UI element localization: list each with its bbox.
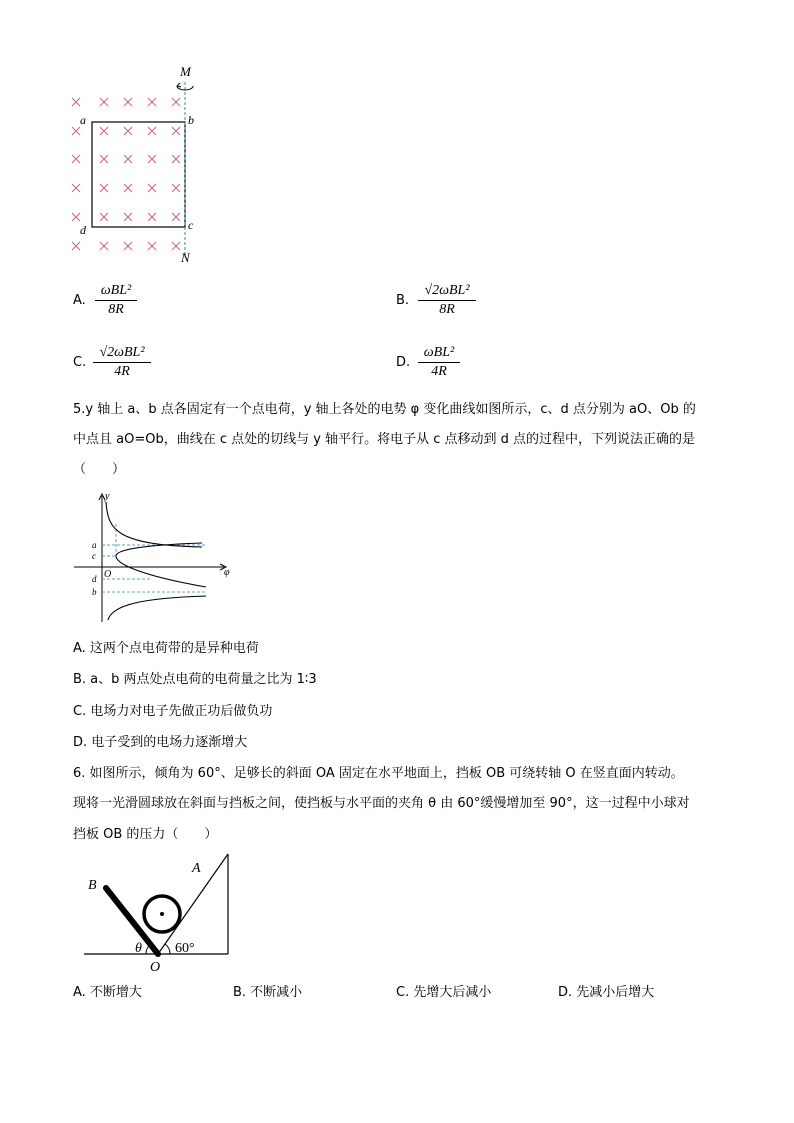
q5-stem-line-1: 5.y 轴上 a、b 点各固定有一个点电荷，y 轴上各处的电势 φ 变化曲线如图所示，c、d 点分别为 aO、Ob 的 — [73, 402, 696, 417]
q4-option-a-denominator: 8R — [108, 302, 124, 317]
field-cross — [148, 242, 156, 250]
q4-option-c-denominator: 4R — [114, 364, 130, 379]
q4-option-c-fraction — [93, 344, 151, 381]
angle-60-arc — [165, 944, 170, 954]
field-cross — [72, 184, 80, 192]
field-cross — [72, 127, 80, 135]
label-c: c — [188, 218, 194, 232]
field-cross — [100, 127, 108, 135]
label-B: B — [88, 878, 97, 893]
field-cross — [100, 213, 108, 221]
q6-option-c: C. 先增大后减小 — [396, 985, 492, 1000]
q5-stem-line-2: 中点且 aO=Ob，曲线在 c 点处的切线与 y 轴平行。将电子从 c 点移动到 d 点的过程中，下列说法正确的是 — [73, 432, 696, 447]
q4-option-b-numerator: √2ωBL² — [418, 282, 476, 301]
q4-option-d-denominator: 4R — [431, 364, 447, 379]
field-cross — [172, 213, 180, 221]
q4-option-d-numerator: ωBL² — [418, 344, 460, 363]
q5-stem-line-3: （ ） — [73, 462, 126, 477]
label-theta: θ — [135, 941, 142, 956]
label-60: 60° — [175, 941, 195, 956]
label-y: y — [105, 491, 110, 502]
field-cross — [172, 242, 180, 250]
square-loop — [92, 122, 185, 227]
field-cross — [100, 98, 108, 106]
field-cross — [72, 242, 80, 250]
curve-top — [106, 502, 202, 547]
label-M: M — [180, 64, 191, 79]
q5-potential-graph — [72, 490, 242, 625]
field-cross — [124, 98, 132, 106]
field-cross — [124, 184, 132, 192]
label-d: d — [92, 574, 97, 584]
label-c: c — [92, 551, 96, 561]
q4-option-a-label: A. — [73, 293, 86, 308]
q4-option-b-label: B. — [396, 293, 410, 308]
q6-stem-line-3: 挡板 OB 的压力（ ） — [73, 827, 218, 842]
field-cross — [172, 155, 180, 163]
q4-option-b-fraction — [418, 282, 476, 319]
q4-option-d-fraction — [418, 344, 460, 381]
curve-middle — [116, 543, 206, 587]
q4-loop-figure — [60, 62, 210, 267]
q4-option-c-numerator: √2ωBL² — [93, 344, 151, 363]
label-b: b — [188, 113, 194, 127]
curve-bottom — [108, 596, 206, 620]
q6-stem-line-2: 现将一光滑圆球放在斜面与挡板之间，使挡板与水平面的夹角 θ 由 60°缓慢增加至 90°，这一过程中小球对 — [73, 796, 690, 811]
field-cross — [148, 127, 156, 135]
ball-center — [160, 912, 164, 916]
q6-stem-line-1: 6. 如图所示，倾角为 60°、足够长的斜面 OA 固定在水平地面上，挡板 OB 可绕转轴 O 在竖直面内转动。 — [73, 766, 684, 781]
q6-option-a: A. 不断增大 — [73, 985, 142, 1000]
field-cross — [72, 155, 80, 163]
field-cross — [72, 213, 80, 221]
field-cross — [148, 155, 156, 163]
q4-option-d-label: D. — [396, 355, 411, 370]
field-cross — [148, 184, 156, 192]
field-cross — [72, 98, 80, 106]
q5-option-a: A. 这两个点电荷带的是异种电荷 — [73, 641, 259, 656]
q6-option-d: D. 先减小后增大 — [558, 985, 655, 1000]
q6-option-b: B. 不断减小 — [233, 985, 303, 1000]
label-A: A — [192, 861, 201, 876]
q4-option-c-label: C. — [73, 355, 87, 370]
field-cross — [148, 98, 156, 106]
field-cross — [124, 242, 132, 250]
q5-option-c: C. 电场力对电子先做正功后做负功 — [73, 704, 273, 719]
field-cross — [100, 184, 108, 192]
q6-incline-figure — [78, 848, 238, 976]
field-cross — [124, 213, 132, 221]
field-cross — [100, 242, 108, 250]
field-cross — [172, 127, 180, 135]
field-cross — [172, 98, 180, 106]
q5-option-d: D. 电子受到的电场力逐渐增大 — [73, 735, 248, 750]
label-O: O — [104, 569, 112, 580]
label-N: N — [181, 250, 190, 265]
q4-option-b-denominator: 8R — [439, 302, 455, 317]
q4-option-a-numerator: ωBL² — [95, 282, 137, 301]
field-cross — [148, 213, 156, 221]
label-a: a — [80, 113, 86, 127]
field-cross — [100, 155, 108, 163]
q5-option-b: B. a、b 两点处点电荷的电荷量之比为 1∶3 — [73, 672, 317, 687]
field-cross — [124, 155, 132, 163]
q4-option-a-fraction — [95, 282, 137, 319]
field-cross — [172, 184, 180, 192]
label-O: O — [150, 960, 161, 975]
field-cross — [124, 127, 132, 135]
label-b: b — [92, 587, 97, 597]
label-d: d — [80, 223, 86, 237]
label-a: a — [92, 540, 97, 550]
label-phi: φ — [224, 567, 230, 578]
